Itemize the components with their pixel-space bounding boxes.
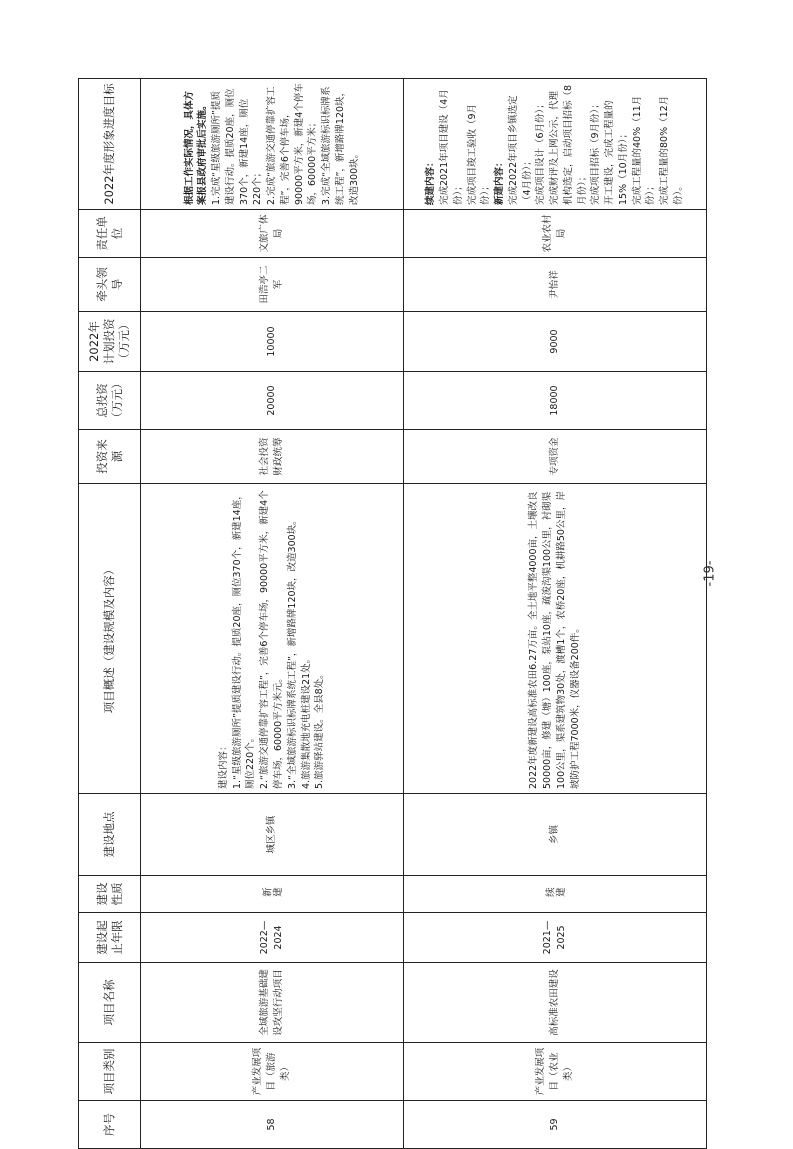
goal-line: 完成项目招标（9月份）； bbox=[590, 99, 602, 205]
header-dept: 责任单位 bbox=[79, 210, 141, 258]
row-category: 产业发展项目（旅游类） bbox=[141, 1043, 404, 1101]
table-row bbox=[404, 79, 707, 1149]
row-name: 高标准农田建设 bbox=[404, 963, 707, 1043]
goal-continued-label: 续建内容： bbox=[425, 157, 437, 205]
row-years: 2022—2024 bbox=[141, 913, 404, 963]
header-row bbox=[79, 79, 141, 1149]
description-line: 3.“全域旅游标识标牌系统工程”，新增路牌120块，改造300块。 bbox=[286, 515, 298, 789]
header-category: 项目类别 bbox=[79, 1043, 141, 1101]
goal-line: 完成项目竣工验收（9月份）； bbox=[466, 103, 492, 205]
row-no: 58 bbox=[141, 1101, 404, 1149]
row-source: 社会投资财政统筹 bbox=[141, 430, 404, 484]
row-nature: 续建 bbox=[544, 888, 566, 900]
row-total: 20000 bbox=[141, 372, 404, 430]
goal-line: 完成工程量的40%（11月份）； bbox=[631, 95, 657, 205]
header-leader: 牵头领导 bbox=[79, 258, 141, 312]
row-source: 专项资金 bbox=[404, 430, 707, 484]
goal-line: 开工建设，完成工程量的15%（10月份）； bbox=[604, 100, 629, 205]
goal-line: 完成财评及上网公示，代理机构选定，启动项目招标（8月份）； bbox=[549, 84, 588, 205]
project-table bbox=[78, 78, 707, 1149]
header-plan2022: 2022年计划投资（万元） bbox=[79, 312, 141, 372]
goal-intro: 根据工作实际情况，具体方案报县政府审批后实施。 bbox=[183, 90, 209, 205]
row-name: 全域旅游基础建设攻坚行动项目 bbox=[141, 963, 404, 1043]
row-years: 2021—2025 bbox=[404, 913, 707, 963]
description-line: 2.“旅游交通停靠扩容工程”，完善6个停车场，90000平方米，新建4个停车场，60000平方米元。 bbox=[259, 490, 284, 789]
row-dept: 农业农村局 bbox=[404, 210, 707, 258]
goal-line: 3.完成“全域旅游标识标牌系统工程”，新增路牌120块，改造300块。 bbox=[321, 86, 360, 205]
goal-line: 完成工程量的80%（12月份）。 bbox=[659, 95, 684, 205]
row-location: 城区乡镇 bbox=[141, 794, 404, 876]
header-total: 总投资（万元） bbox=[79, 372, 141, 430]
description-line: 建设内容： bbox=[217, 741, 229, 789]
header-years: 建设起止年限 bbox=[79, 913, 141, 963]
row-goal bbox=[404, 79, 707, 210]
description-line: 1.“星级旅游厕所”提质建设行动。提质20座，厕位370个，新建14座，厕位220个。 bbox=[231, 490, 257, 789]
row-description bbox=[404, 484, 707, 794]
row-description bbox=[141, 484, 404, 794]
row-leader: 田浩亭二军 bbox=[141, 258, 404, 312]
header-description: 项目概述（建设规模及内容） bbox=[79, 484, 141, 794]
header-name: 项目名称 bbox=[79, 963, 141, 1043]
goal-line: 完成2022年项目乡镇选定（4月份）； bbox=[507, 95, 533, 205]
description-line: 5.旅游驿站建设。全县8处。 bbox=[314, 669, 326, 789]
row-total: 18000 bbox=[404, 372, 707, 430]
goal-line: 2.完成“旅游交通停靠扩容工程”，完善6个停车场，90000平方米，新建4个停车场，60000平方米； bbox=[266, 83, 319, 205]
goal-line: 完成项目设计（6月份）； bbox=[535, 99, 547, 205]
row-plan2022: 10000 bbox=[141, 312, 404, 372]
header-source: 投资来源 bbox=[79, 430, 141, 484]
row-dept: 文旅广体局 bbox=[141, 210, 404, 258]
goal-line: 完成2021年项目建设（4月份）； bbox=[438, 89, 464, 205]
row-no: 59 bbox=[404, 1101, 707, 1149]
header-nature: 建设性质 bbox=[79, 876, 141, 913]
page-number: -19- bbox=[702, 560, 718, 587]
description-line: 4.旅游集散地充电桩建设21处。 bbox=[300, 653, 312, 789]
row-location: 乡镇 bbox=[404, 794, 707, 876]
row-leader: 尹怡祥 bbox=[404, 258, 707, 312]
row-plan2022: 9000 bbox=[404, 312, 707, 372]
row-category: 产业发展项目（农业类） bbox=[404, 1043, 707, 1101]
rotated-page bbox=[78, 79, 706, 1149]
goal-line: 1.完成“星级旅游厕所”提质建设行动。提质20座，厕位370个，新建14座，厕位220个； bbox=[211, 88, 264, 205]
header-goal: 2022年度形象进度目标 bbox=[79, 79, 141, 210]
goal-new-label: 新建内容： bbox=[494, 157, 506, 205]
description-line: 2022年度新建设高标准农田6.27万亩。全土地平整4000亩，土壤改良50000亩，修建（塘）100座，泵站10座，疏浚沟渠100公里，衬砌渠100公里，渠系建筑物30处，渡槽1个，农桥20座，机耕路50公里，岸坡防护工程7000米，仪器设备200件。 bbox=[528, 491, 581, 789]
table-row bbox=[141, 79, 404, 1149]
header-no: 序号 bbox=[79, 1101, 141, 1149]
header-location: 建设地点 bbox=[79, 794, 141, 876]
row-goal bbox=[141, 79, 404, 210]
row-nature: 新建 bbox=[261, 888, 283, 900]
